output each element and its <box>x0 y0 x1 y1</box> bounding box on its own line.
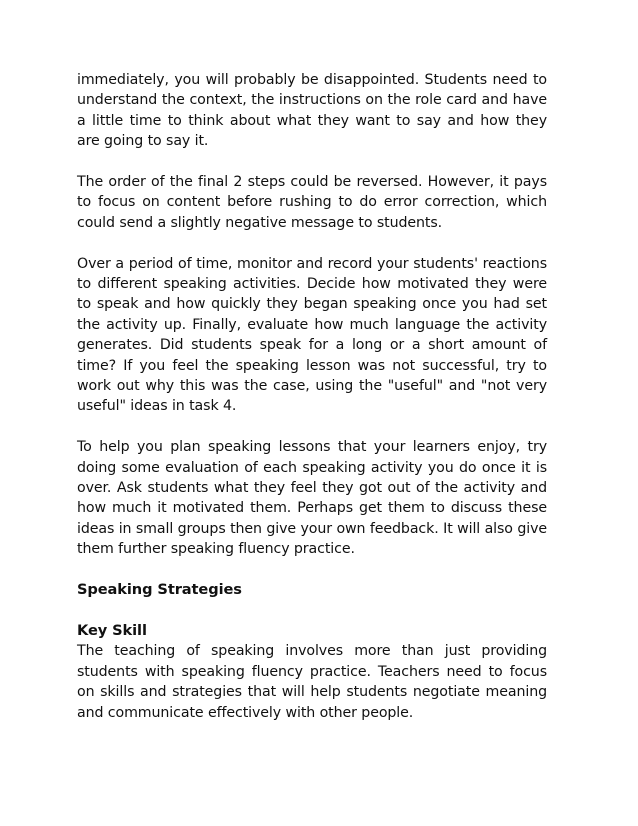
paragraph-monitor-reactions: Over a period of time, monitor and record your students' reactions to different speaking activities. Decide how motivated they were to speak and how quickly they began speaking once you had set the activity up. Finally, evaluate how much language the activity generates. Did students speak for a long or a short amount of time? If you feel the speaking lesson was not successful, try to work out why this was the case, using the "useful" and "not very useful" ideas in task 4. <box>77 255 547 415</box>
paragraph-key-skill: The teaching of speaking involves more than just providing students with speaking fluency practice. Teachers need to focus on skills and strategies that will help students negotiate meaning and communicate effectively with other people. <box>77 643 547 721</box>
document-body <box>77 70 547 743</box>
paragraph-order-of-steps: The order of the final 2 steps could be reversed. However, it pays to focus on content before rushing to do error correction, which could send a slightly negative message to students. <box>77 174 547 231</box>
subheading-key-skill: Key Skill <box>77 621 147 639</box>
paragraph-evaluation: To help you plan speaking lessons that your learners enjoy, try doing some evaluation of each speaking activity you do once it is over. Ask students what they feel they got out of the activity and how much it motivated them. Perhaps get them to discuss these ideas in small groups then give your own feedback. It will also give them further speaking fluency practice. <box>77 439 547 558</box>
section-heading: Speaking Strategies <box>77 581 242 599</box>
paragraph-context: immediately, you will probably be disappointed. Students need to understand the context, the instructions on the role card and have a little time to think about what they want to say and how they are going to say it. <box>77 72 547 150</box>
